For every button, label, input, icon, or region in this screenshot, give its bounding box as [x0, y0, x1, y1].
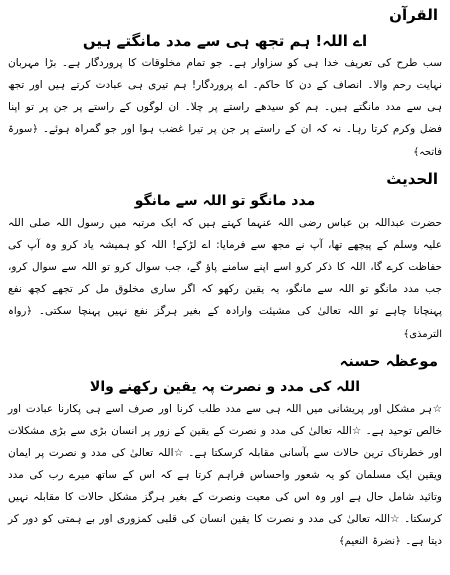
sermon-reference: ﴿نضرۃ النعیم﴾	[338, 536, 401, 547]
quran-reference: ﴿سورۃ فاتحہ﴾	[8, 124, 442, 158]
sermon-paragraph	[8, 398, 442, 553]
quran-text: سب طرح کی تعریف خدا ہی کو سزاوار ہے۔ جو تمام مخلوقات کا پروردگار ہے۔ بڑا مہربان نہایت رحم والا۔ انصاف کے دن کا حاکم۔ اے پروردگار! ہم تیری ہی عبادت کرتے ہیں اور تجھ ہی سے مدد مانگتے ہیں۔ ہم کو سیدھے راستے پر چلا۔ ان لوگوں کے راستے پر جن پر تو اپنا فضل وکرم کرتا رہا۔ نہ کہ ان کے راستے پر جن پر تیرا غضب ہوا اور جو گمراہ ہوئے۔	[8, 57, 442, 135]
hadith-title: مدد مانگو تو اللہ سے مانگو	[134, 193, 316, 209]
sermon-section-heading: موعظہ حسنہ	[339, 352, 438, 370]
quran-section-heading: القرآن	[389, 6, 438, 24]
hadith-paragraph	[8, 212, 442, 346]
hadith-text: حضرت عبداللہ بن عباس رضی اللہ عنہما کہتے ہیں کہ ایک مرتبہ میں رسول اللہ صلی اللہ علیہ وسلم کے پیچھے تھا، آپ نے مجھ سے فرمایا: اے لڑکے! اللہ کو ہمیشہ یاد کرو وہ آپ کی حفاظت کرے گا، اللہ کا ذکر کرو اسے اپنے سامنے پاؤ گے، جب سوال کرو تو اللہ سے سوال کرو، جب مدد مانگو تو اللہ سے مانگو، یہ یقین رکھو کہ اگر ساری مخلوق مل کر تجھے کچھ نفع پہنچانا چاہے تو اللہ تعالیٰ کی مشیئت وارادہ کے بغیر ہرگز نفع نہیں پہنچا سکتی۔	[8, 217, 442, 317]
quran-paragraph	[8, 52, 442, 164]
sermon-title: اللہ کی مدد و نصرت پہ یقین رکھنے والا	[89, 379, 361, 395]
quran-title: اے اللہ! ہم تجھ ہی سے مدد مانگتے ہیں	[82, 32, 368, 50]
sermon-text: ☆ہر مشکل اور پریشانی میں اللہ ہی سے مدد طلب کرنا اور صرف اسے ہی پکارنا عبادت اور خالص توحید ہے۔ ☆اللہ تعالیٰ کی مدد و نصرت کے یقین کے زور پر انسان بڑی سے بڑی مشکلات اور خطرناک ترین حالات سے بآسانی مقابلہ کرسکتا ہے۔ ☆اللہ تعالیٰ کی مدد و نصرت پر ایمان ویقین ایک مسلمان کو یہ شعور واحساس فراہم کرتا ہے کہ اس کے ساتھ میرے رب کی مدد وتائید شامل حال ہے اور وہ اس کی معیت ونصرت کے بغیر ہرگز مشکل حالات کا مقابلہ نہیں کرسکتا۔ ☆اللہ تعالیٰ کی مدد و نصرت کا یقین انسان کی قلبی کمزوری اور بے ہمتی کو دور کر دیتا ہے۔	[8, 403, 442, 547]
hadith-reference: ﴿رواہ الترمذی﴾	[8, 306, 442, 340]
hadith-section-heading: الحدیث	[386, 170, 438, 188]
